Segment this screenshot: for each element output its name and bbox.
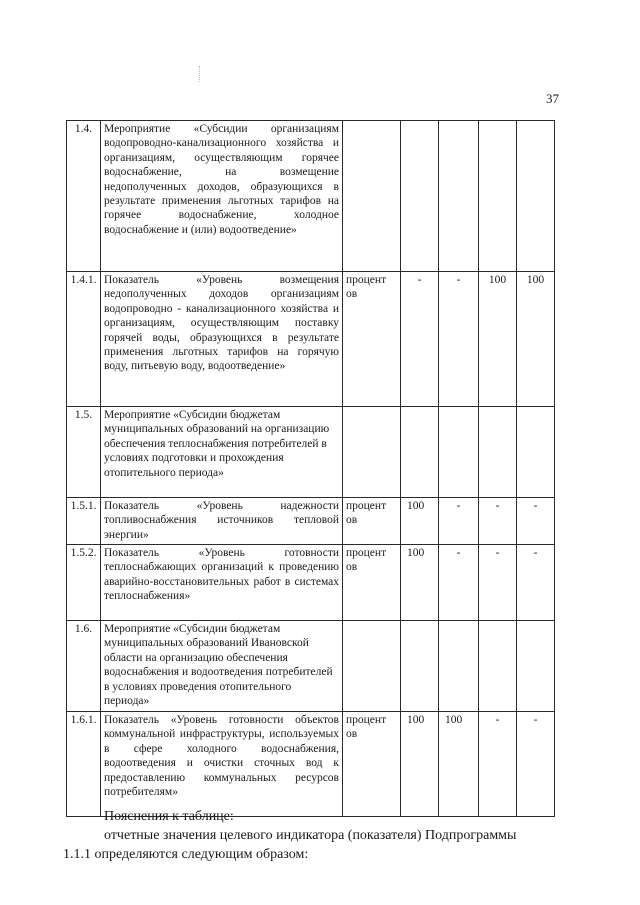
row-number: 1.5. (67, 407, 101, 498)
row-value-3 (479, 121, 517, 272)
table-row (67, 272, 555, 407)
row-value-1 (401, 121, 439, 272)
row-value-1 (401, 407, 439, 498)
table-row (67, 621, 555, 712)
row-value-4: - (517, 545, 555, 621)
row-value-1 (401, 621, 439, 712)
row-description: Мероприятие «Субсидии бюджетам муниципальных образований на организацию обеспечения теплоснабжения потребителей в условиях подготовки и прохождения отопительного периода» (101, 407, 343, 498)
row-unit (343, 407, 401, 498)
table-row (67, 712, 555, 817)
row-value-1: 100 (401, 545, 439, 621)
notes-text-line: 1.1.1 определяются следующим образом: (63, 847, 309, 862)
row-description: Мероприятие «Субсидии организациям водопроводно-канализационного хозяйства и организациям, осуществляющим горячее водоснабжение, на возмещение недополученных доходов, образующихся в результате применения льготных тарифов на горячее водоснабжение, холодное водоснабжение и (или) водоотведение» (101, 121, 343, 272)
row-value-3: - (479, 545, 517, 621)
row-description: Мероприятие «Субсидии бюджетам муниципальных образований Ивановской области на организацию обеспечения водоснабжения и водоотведения потребителей в условиях проведения отопительного периода» (101, 621, 343, 712)
row-description: Показатель «Уровень готовности объектов коммунальной инфраструктуры, используемых в сфере холодного водоснабжения, водоотведения и очистки сточных вод к предоставлению коммунальных ресурсов потребителям» (101, 712, 343, 817)
row-value-2: - (439, 498, 479, 545)
row-unit (343, 621, 401, 712)
row-value-4: - (517, 498, 555, 545)
table-row (67, 121, 555, 272)
row-value-3: 100 (479, 272, 517, 407)
row-value-4 (517, 621, 555, 712)
row-value-4 (517, 121, 555, 272)
row-description: Показатель «Уровень готовности теплоснабжающих организаций к проведению аварийно-восстановительных работ в системах теплоснабжения» (101, 545, 343, 621)
notes-text-line: отчетные значения целевого индикатора (показателя) Подпрограммы (104, 828, 517, 843)
row-value-4: - (517, 712, 555, 817)
row-description: Показатель «Уровень возмещения недополученных доходов организациям водопроводно - канализационного хозяйства и организациям, осуществляющим поставку горячей воды, образующихся в результате применения льготных тарифов на горячую воду, питьевую воду, водоотведение» (101, 272, 343, 407)
row-number: 1.6.1. (67, 712, 101, 817)
row-value-2: 100 (439, 712, 479, 817)
row-number: 1.4.1. (67, 272, 101, 407)
page-number: 37 (546, 91, 559, 106)
row-unit: процент ов (343, 498, 401, 545)
notes-heading: Пояснения к таблице: (104, 809, 234, 824)
row-value-2 (439, 407, 479, 498)
row-value-2: - (439, 545, 479, 621)
table-row (67, 407, 555, 498)
row-value-4 (517, 407, 555, 498)
row-value-1: - (401, 272, 439, 407)
row-value-1: 100 (401, 712, 439, 817)
row-value-3: - (479, 712, 517, 817)
row-value-1: 100 (401, 498, 439, 545)
row-value-2 (439, 121, 479, 272)
row-description: Показатель «Уровень надежности топливоснабжения источников тепловой энергии» (101, 498, 343, 545)
row-value-4: 100 (517, 272, 555, 407)
row-value-3 (479, 407, 517, 498)
row-number: 1.6. (67, 621, 101, 712)
row-value-2: - (439, 272, 479, 407)
row-unit: процент ов (343, 545, 401, 621)
scan-artifact (199, 66, 201, 82)
table-row (67, 545, 555, 621)
table-row (67, 498, 555, 545)
row-number: 1.4. (67, 121, 101, 272)
row-value-3 (479, 621, 517, 712)
row-value-3: - (479, 498, 517, 545)
row-unit: процент ов (343, 272, 401, 407)
row-value-2 (439, 621, 479, 712)
row-number: 1.5.2. (67, 545, 101, 621)
indicators-table (66, 120, 555, 817)
row-number: 1.5.1. (67, 498, 101, 545)
row-unit (343, 121, 401, 272)
row-unit: процент ов (343, 712, 401, 817)
